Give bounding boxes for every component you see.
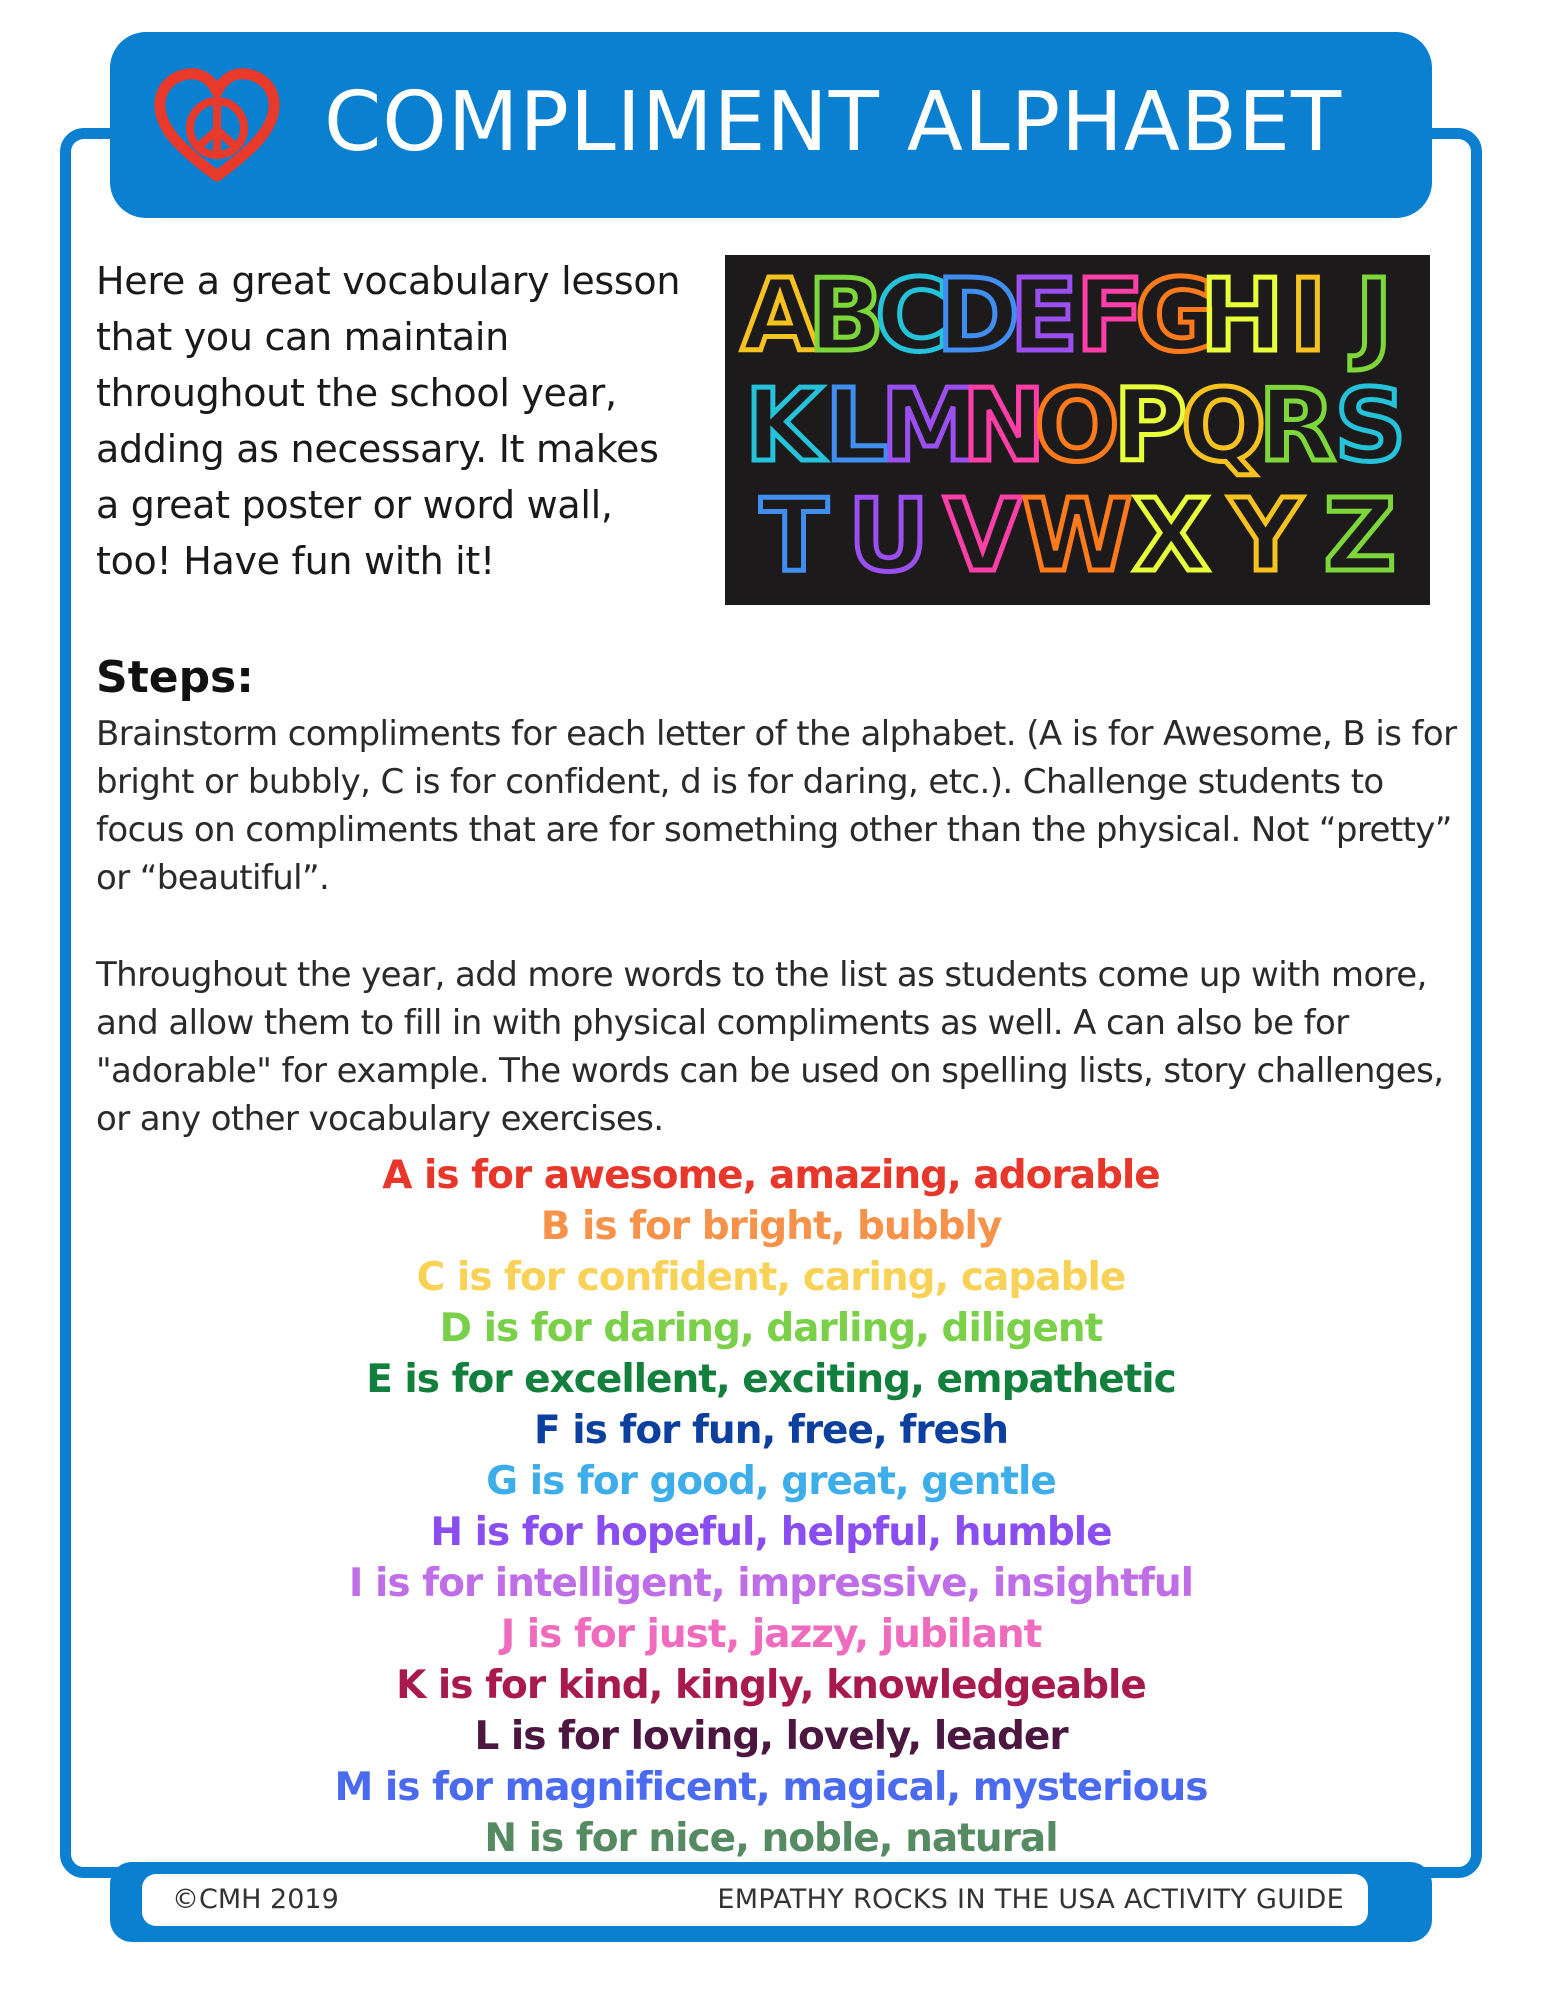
alphabet-letter: P <box>1113 367 1187 484</box>
compliment-line: C is for confident, caring, capable <box>416 1255 1126 1300</box>
compliment-line: H is for hopeful, helpful, humble <box>430 1510 1112 1555</box>
footer-inner <box>142 1874 1368 1926</box>
page-title: COMPLIMENT ALPHABET <box>324 75 1343 170</box>
footer-guide-title: EMPATHY ROCKS IN THE USA ACTIVITY GUIDE <box>717 1884 1344 1915</box>
alphabet-letter: S <box>1334 367 1407 484</box>
alphabet-letter: E <box>1009 257 1079 374</box>
alphabet-letter: F <box>1075 257 1145 374</box>
steps-paragraph-2: Throughout the year, add more words to the list as students come up with more, and allow them to fill in with physical compliments as well. A can also be for "adorable" for example. The words can be used on spelling lists, story challenges, or any other vocabulary exercises. <box>96 955 1444 1139</box>
alphabet-letter: N <box>961 367 1046 484</box>
footer-copyright: ©CMH 2019 <box>172 1884 339 1915</box>
compliment-line: I is for intelligent, impressive, insightful <box>348 1561 1194 1606</box>
alphabet-letter: A <box>741 257 819 374</box>
alphabet-letter: L <box>825 367 889 484</box>
alphabet-letter: Y <box>1229 477 1302 594</box>
alphabet-letter: C <box>875 257 949 374</box>
alphabet-letter: R <box>1258 367 1336 484</box>
alphabet-letter: D <box>936 257 1020 374</box>
steps-paragraph-1: Brainstorm compliments for each letter of the alphabet. (A is for Awesome, B is for bright or bubbly, C is for confident, d is for daring, etc.). Challenge students to focus on compliments that are for something other than the physical. Not “pretty” or “beautiful”. <box>96 714 1457 898</box>
compliment-line: D is for daring, darling, diligent <box>439 1306 1103 1351</box>
alphabet-letter: O <box>1034 367 1120 484</box>
compliment-line: A is for awesome, amazing, adorable <box>382 1153 1160 1198</box>
compliment-line: E is for excellent, exciting, empathetic <box>366 1357 1176 1402</box>
alphabet-letter: B <box>807 257 885 374</box>
alphabet-letter: G <box>1134 257 1218 374</box>
alphabet-letter: H <box>1200 257 1284 374</box>
compliment-line: B is for bright, bubbly <box>540 1204 1002 1249</box>
compliment-line: L is for loving, lovely, leader <box>474 1714 1068 1759</box>
alphabet-letter: J <box>1355 257 1393 374</box>
intro-text: Here a great vocabulary lesson that you can maintain throughout the school year, adding as necessary. It makes a great poster or word wall, too! Have fun with it! <box>96 259 681 583</box>
alphabet-letter: K <box>744 367 823 484</box>
alphabet-letter: T <box>760 477 829 594</box>
alphabet-letter: M <box>880 367 981 484</box>
alphabet-letter: I <box>1289 257 1327 374</box>
compliment-line: J is for just, jazzy, jubilant <box>500 1612 1042 1657</box>
neon-alphabet-graphic <box>725 255 1430 605</box>
peace-heart-icon <box>152 68 282 186</box>
alphabet-letter: V <box>944 477 1022 594</box>
compliment-line: G is for good, great, gentle <box>486 1459 1056 1504</box>
steps-heading: Steps: <box>96 652 254 703</box>
neon-alphabet-image <box>725 255 1430 605</box>
footer-bar <box>110 1862 1432 1942</box>
compliment-line: K is for kind, kingly, knowledgeable <box>396 1663 1146 1708</box>
compliment-line: N is for nice, noble, natural <box>484 1816 1058 1861</box>
compliment-line: F is for fun, free, fresh <box>534 1408 1008 1453</box>
title-banner <box>110 32 1432 218</box>
alphabet-letter: W <box>1021 477 1133 594</box>
compliment-list <box>96 1150 1446 1864</box>
alphabet-letter: Q <box>1181 367 1267 484</box>
alphabet-letter: U <box>847 477 930 594</box>
alphabet-letter: Z <box>1323 477 1397 594</box>
alphabet-letter: X <box>1132 477 1210 594</box>
compliment-line: M is for magnificent, magical, mysterious <box>334 1765 1208 1810</box>
